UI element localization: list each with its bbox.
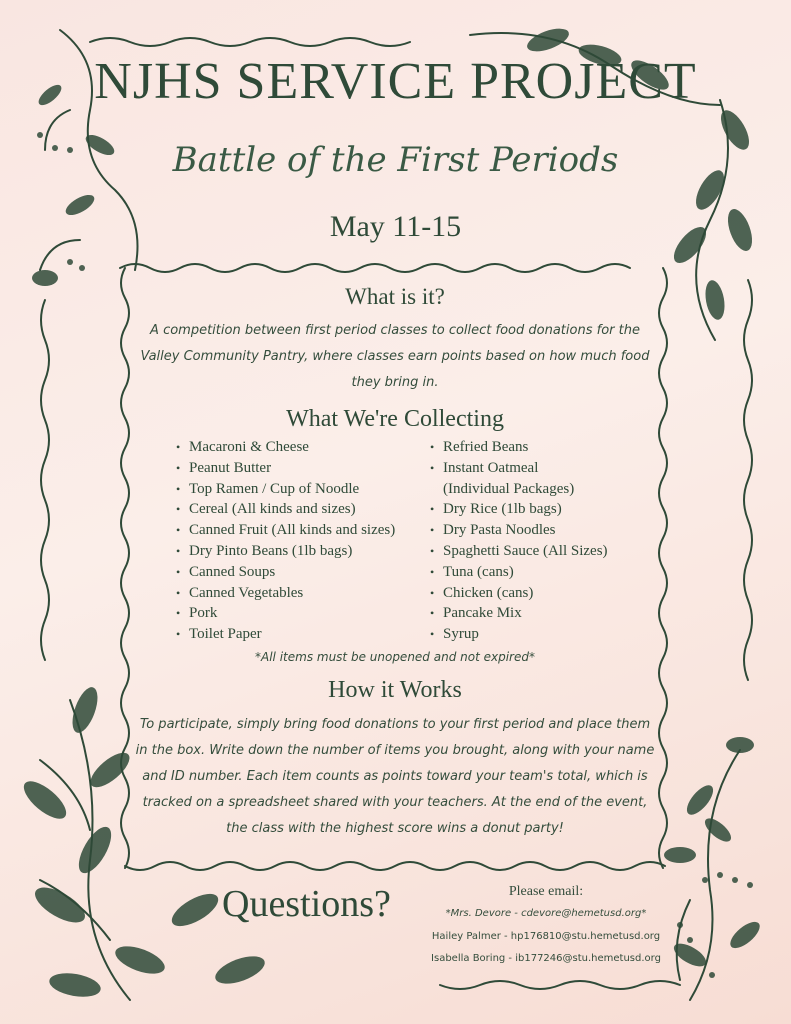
poster-subtitle: Battle of the First Periods	[172, 140, 619, 180]
collecting-item: • Tuna (cans)	[443, 562, 673, 583]
vine-top-left	[120, 264, 630, 272]
collecting-item: • Dry Rice (1lb bags)	[443, 499, 673, 520]
collecting-list-left	[175, 437, 439, 645]
how-it-works-heading: How it Works	[328, 677, 462, 703]
collecting-item: • Dry Pinto Beans (1lb bags)	[189, 541, 439, 562]
how-it-works-line: the class with the highest score wins a donut party!	[226, 821, 564, 836]
poster-title: NJHS SERVICE PROJECT	[94, 53, 697, 110]
what-is-it-line: they bring in.	[351, 375, 439, 390]
collecting-list-right	[429, 437, 673, 645]
collecting-item: • Canned Fruit (All kinds and sizes)	[189, 520, 439, 541]
collecting-item: • Cereal (All kinds and sizes)	[189, 499, 439, 520]
how-it-works-description	[132, 712, 658, 842]
collecting-item: • Toilet Paper	[189, 624, 439, 645]
what-is-it-heading: What is it?	[345, 284, 445, 309]
collecting-item: • Chicken (cans)	[443, 583, 673, 604]
collecting-item: • Pancake Mix	[443, 603, 673, 624]
collecting-item: • Canned Vegetables	[189, 583, 439, 604]
collecting-item: • Instant Oatmeal (Individual Packages)	[443, 458, 673, 500]
vine-outer-top	[90, 38, 410, 46]
collecting-item: • Spaghetti Sauce (All Sizes)	[443, 541, 673, 562]
how-it-works-line: in the box. Write down the number of items you brought, along with your name	[135, 743, 655, 758]
collecting-item: • Refried Beans	[443, 437, 673, 458]
vine-left	[121, 268, 129, 868]
how-it-works-line: To participate, simply bring food donations to your first period and place them	[139, 717, 651, 732]
email-label: Please email:	[508, 884, 584, 899]
event-dates: May 11-15	[329, 210, 462, 243]
collecting-item: • Peanut Butter	[189, 458, 439, 479]
collecting-item: • Pork	[189, 603, 439, 624]
how-it-works-line: tracked on a spreadsheet shared with your teachers. At the end of the event,	[142, 795, 648, 810]
collecting-note: *All items must be unopened and not expired*	[255, 650, 535, 664]
collecting-heading: What We're Collecting	[286, 406, 504, 432]
vine-outer-right	[744, 280, 752, 680]
collecting-item: • Macaroni & Cheese	[189, 437, 439, 458]
contact-student[interactable]: Hailey Palmer - hp176810@stu.hemetusd.org	[431, 931, 661, 942]
what-is-it-description	[132, 318, 658, 396]
what-is-it-line: A competition between first period classes to collect food donations for the	[150, 323, 640, 338]
vine-outer-bottom	[440, 981, 680, 989]
collecting-item: • Syrup	[443, 624, 673, 645]
collecting-item: • Top Ramen / Cup of Noodle	[189, 479, 439, 500]
collecting-item: • Canned Soups	[189, 562, 439, 583]
vine-bottom	[125, 862, 665, 870]
contact-student[interactable]: Isabella Boring - ib177246@stu.hemetusd.org	[431, 953, 661, 964]
what-is-it-line: Valley Community Pantry, where classes earn points based on how much food	[140, 349, 650, 364]
vine-outer-left	[41, 300, 49, 660]
questions-heading: Questions?	[222, 883, 391, 925]
contact-teacher[interactable]: *Mrs. Devore - cdevore@hemetusd.org*	[445, 908, 647, 919]
collecting-item: • Dry Pasta Noodles	[443, 520, 673, 541]
how-it-works-line: and ID number. Each item counts as points toward your team's total, which is	[142, 769, 648, 784]
